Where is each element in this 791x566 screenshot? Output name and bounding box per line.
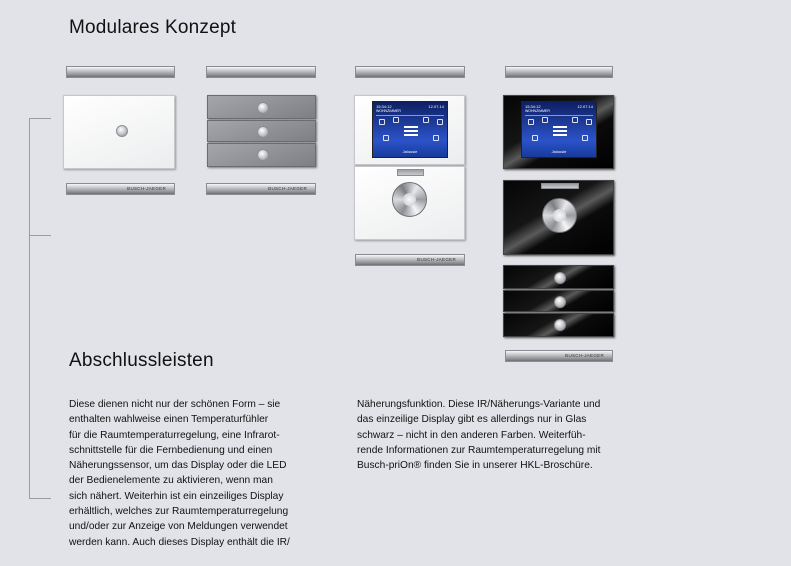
rotary-knob (392, 182, 427, 217)
bottom-strip-4 (505, 350, 613, 362)
settings-icon (582, 135, 588, 141)
led-button-dot (116, 125, 128, 137)
display-menu-label: Jalousie (551, 149, 567, 154)
black-rocker-2 (503, 290, 614, 312)
heating-icon (423, 117, 429, 123)
menu-icon (404, 126, 418, 139)
display-screen (521, 101, 597, 158)
ir-sensor-window (397, 169, 424, 176)
display-location: WOHNZIMMER (376, 109, 401, 113)
ir-sensor-window (541, 183, 579, 189)
page-title: Modulares Konzept (69, 17, 237, 38)
white-switch-panel (63, 95, 175, 169)
led-button-dot (257, 149, 269, 161)
display-time: 15:34:12 (525, 104, 541, 109)
bracket-line (29, 118, 30, 499)
display-location: WOHNZIMMER (525, 109, 550, 113)
brand-label: BUSCH-JAEGER (417, 257, 456, 262)
top-strip-4 (505, 66, 613, 78)
light-icon (379, 119, 385, 125)
bracket-tick-middle (29, 235, 51, 236)
led-button-dot (257, 102, 269, 114)
section-title: Abschlussleisten (69, 350, 214, 371)
heating-icon (572, 117, 578, 123)
settings-icon (433, 135, 439, 141)
scene-icon (437, 119, 443, 125)
brand-label: BUSCH-JAEGER (127, 186, 166, 191)
menu-icon (553, 126, 567, 139)
body-text-column-1: Diese dienen nicht nur der schönen Form – sie enthalten wahlweise einen Temperaturfühler für die Raumtemperaturregelung, eine Infrarot- schnittstelle für die Fernbedienung und einen Näherungssensor, um das Display oder die LED der Bedienelemente zu aktivieren, wenn man sich nähert. Weiterhin ist ein einzeiliges Display erhältlich, welches zur Raumtemperaturregelung und/oder zur Anzeige von Meldungen verwendet werden kann. Auch dieses Display enthält die IR/ (69, 399, 290, 548)
brand-label: BUSCH-JAEGER (268, 186, 307, 191)
light-icon (528, 119, 534, 125)
led-button-dot (554, 319, 566, 331)
display-menu-label: Jalousie (402, 149, 418, 154)
scene-icon (586, 119, 592, 125)
black-rocker-1 (503, 265, 614, 289)
display-screen (372, 101, 448, 158)
black-rocker-3 (503, 313, 614, 337)
bottom-strip-2 (206, 183, 316, 195)
blind-icon (542, 117, 548, 123)
black-display-panel (503, 95, 614, 169)
led-button-dot (554, 296, 566, 308)
display-divider (525, 115, 593, 116)
bottom-strip-3 (355, 254, 465, 266)
black-knob-panel (503, 180, 614, 255)
display-date: 12.07.14 (428, 104, 444, 109)
top-strip-1 (66, 66, 175, 78)
timer-icon (532, 135, 538, 141)
blind-icon (393, 117, 399, 123)
top-strip-2 (206, 66, 316, 78)
led-button-dot (257, 126, 269, 138)
grey-rocker-1 (207, 95, 316, 119)
rotary-knob (542, 198, 577, 233)
top-strip-3 (355, 66, 465, 78)
bracket-tick-bottom (29, 498, 51, 499)
bottom-strip-1 (66, 183, 175, 195)
brand-label: BUSCH-JAEGER (565, 353, 604, 358)
display-time: 15:34:12 (376, 104, 392, 109)
timer-icon (383, 135, 389, 141)
white-display-panel (354, 95, 465, 165)
led-button-dot (554, 272, 566, 284)
display-divider (376, 115, 444, 116)
bracket-tick-top (29, 118, 51, 119)
body-text-column-2: Näherungsfunktion. Diese IR/Näherungs-Variante und das einzeilige Display gibt es allerdings nur in Glas schwarz – nicht in den anderen Farben. Weiterfüh- rende Informationen zur Raumtemperaturregelung mit Busch-priOn® finden Sie in unserer HKL-Broschüre. (357, 399, 601, 472)
grey-rocker-3 (207, 143, 316, 167)
white-knob-panel (354, 166, 465, 240)
display-date: 12.07.14 (577, 104, 593, 109)
grey-rocker-2 (207, 120, 316, 142)
